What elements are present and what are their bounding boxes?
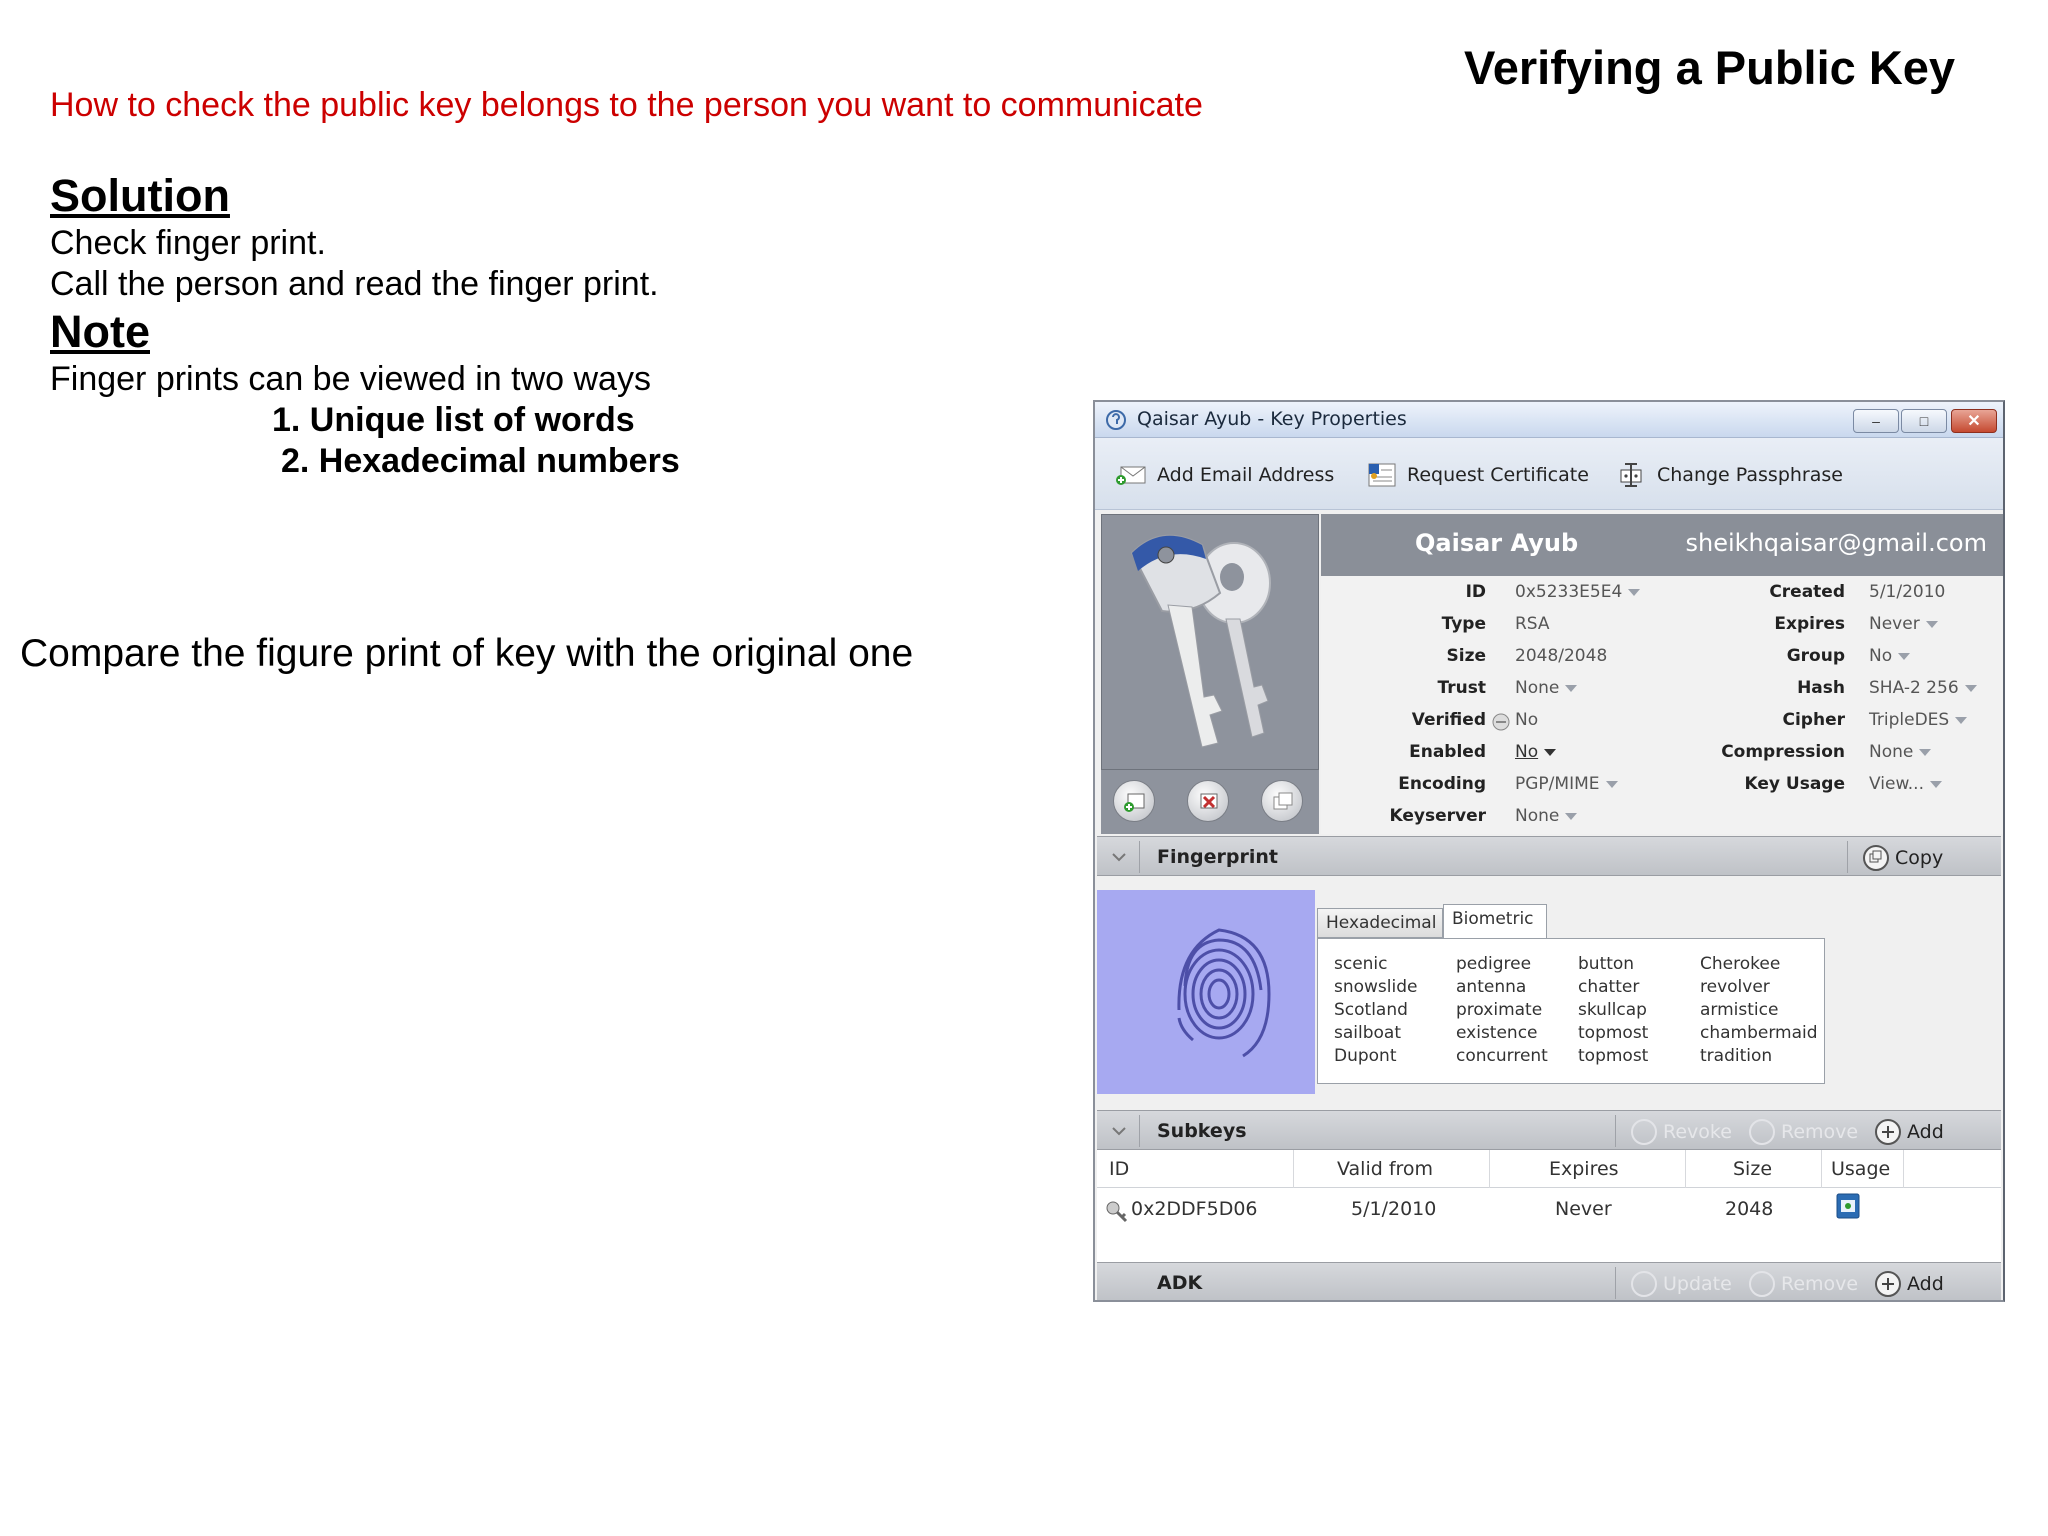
subkeys-title: Subkeys	[1157, 1120, 1247, 1142]
word-column-4: Cherokee revolver armistice chambermaid tradition	[1700, 954, 1818, 1066]
subkeys-table-header	[1097, 1150, 2001, 1188]
add-email-label: Add Email Address	[1157, 464, 1335, 486]
way-2: 2. Hexadecimal numbers	[281, 442, 680, 480]
fingerprint-image	[1097, 890, 1315, 1094]
key-actions-row	[1101, 770, 1319, 834]
size-value: 2048/2048	[1515, 646, 1608, 666]
revoke-label: Revoke	[1663, 1121, 1732, 1143]
dropdown-arrow-icon	[1926, 621, 1938, 628]
solution-line-2: Call the person and read the finger print.	[50, 265, 659, 303]
tab-biometric[interactable]: Biometric	[1443, 904, 1547, 940]
group-label: Group	[1786, 646, 1845, 666]
change-passphrase-label: Change Passphrase	[1657, 464, 1843, 486]
copy-photo-icon	[1272, 791, 1294, 813]
chevron-down-icon[interactable]	[1109, 847, 1129, 867]
slide-title: Verifying a Public Key	[1464, 41, 1956, 94]
fingerprint-icon	[1097, 890, 1315, 1094]
certificate-icon	[1365, 462, 1397, 488]
add-label: Add	[1907, 1121, 1944, 1143]
size-label: Size	[1446, 646, 1486, 666]
type-label: Type	[1441, 614, 1486, 634]
remove-subkey-button[interactable]	[1749, 1119, 1858, 1145]
copy-label: Copy	[1895, 847, 1944, 869]
note-heading: Note	[50, 306, 150, 357]
keys-icon	[1102, 515, 1318, 769]
id-value[interactable]: 0x5233E5E4	[1515, 582, 1640, 602]
key-image	[1101, 514, 1319, 770]
verified-value: No	[1515, 710, 1539, 730]
subkeys-section-header[interactable]	[1097, 1110, 2001, 1150]
verified-label: Verified	[1411, 710, 1486, 730]
revoke-icon	[1631, 1119, 1657, 1145]
group-dropdown[interactable]: No	[1869, 646, 1910, 666]
slide-subtitle: How to check the public key belongs to the person you want to communicate	[50, 86, 1203, 124]
remove-adk-label: Remove	[1781, 1273, 1859, 1295]
hash-label: Hash	[1797, 678, 1845, 698]
owner-name: Qaisar Ayub	[1415, 529, 1579, 557]
dropdown-arrow-icon	[1565, 685, 1577, 692]
verified-icon	[1491, 712, 1511, 737]
remove-adk-button[interactable]	[1749, 1271, 1858, 1297]
pgp-app-icon	[1105, 409, 1127, 431]
passphrase-icon	[1615, 462, 1647, 488]
copy-icon	[1863, 845, 1889, 871]
dropdown-arrow-icon	[1965, 685, 1977, 692]
word-column-1: scenic snowslide Scotland sailboat Dupont	[1334, 954, 1418, 1066]
chevron-down-icon[interactable]	[1109, 1121, 1129, 1141]
column-id[interactable]: ID	[1109, 1158, 1130, 1180]
solution-heading: Solution	[50, 170, 230, 221]
encoding-dropdown[interactable]: PGP/MIME	[1515, 774, 1618, 794]
dropdown-arrow-icon	[1628, 589, 1640, 596]
maximize-button[interactable]	[1901, 409, 1947, 433]
created-label: Created	[1769, 582, 1845, 602]
close-icon: ✕	[1967, 413, 1981, 430]
change-passphrase-button[interactable]	[1615, 460, 1843, 490]
close-button[interactable]	[1951, 409, 1997, 433]
enabled-label: Enabled	[1409, 742, 1486, 762]
window-title: Qaisar Ayub - Key Properties	[1137, 408, 1407, 430]
id-label: ID	[1465, 582, 1486, 602]
trust-label: Trust	[1437, 678, 1486, 698]
revoke-button[interactable]	[1631, 1119, 1732, 1145]
expires-label: Expires	[1774, 614, 1845, 634]
subkeys-table-empty	[1097, 1236, 2001, 1264]
dropdown-arrow-icon	[1919, 749, 1931, 756]
minus-icon	[1749, 1119, 1775, 1145]
minus-icon	[1749, 1271, 1775, 1297]
table-row[interactable]	[1097, 1188, 2001, 1236]
enabled-dropdown[interactable]: No	[1515, 742, 1556, 762]
dropdown-arrow-icon	[1544, 749, 1556, 756]
subkey-id: 0x2DDF5D06	[1131, 1198, 1258, 1220]
request-certificate-button[interactable]	[1365, 460, 1589, 490]
key-properties-window	[1093, 400, 2005, 1302]
word-column-3: button chatter skullcap topmost topmost	[1578, 954, 1649, 1066]
copy-button[interactable]	[1863, 845, 1943, 871]
add-photo-icon	[1124, 791, 1146, 813]
view-photo-button[interactable]	[1261, 780, 1303, 822]
created-value: 5/1/2010	[1869, 582, 1946, 602]
compression-dropdown[interactable]: None	[1869, 742, 1931, 762]
add-photo-button[interactable]	[1113, 780, 1155, 822]
keyserver-dropdown[interactable]: None	[1515, 806, 1577, 826]
add-adk-label: Add	[1907, 1273, 1944, 1295]
keyserver-label: Keyserver	[1389, 806, 1486, 826]
dropdown-arrow-icon	[1930, 781, 1942, 788]
toolbar	[1095, 438, 2003, 510]
way-1: 1. Unique list of words	[272, 401, 635, 439]
dropdown-arrow-icon	[1898, 653, 1910, 660]
key-usage-dropdown[interactable]: View...	[1869, 774, 1942, 794]
minimize-icon: –	[1872, 413, 1880, 429]
encrypt-key-icon	[1835, 1192, 1861, 1225]
column-size[interactable]: Size	[1733, 1158, 1773, 1180]
note-line: Finger prints can be viewed in two ways	[50, 360, 651, 398]
maximize-icon: □	[1919, 413, 1929, 429]
remove-photo-icon	[1198, 791, 1220, 813]
add-email-icon	[1115, 463, 1147, 487]
remove-photo-button[interactable]	[1187, 780, 1229, 822]
plus-icon	[1875, 1271, 1901, 1297]
minimize-button[interactable]	[1853, 409, 1899, 433]
column-usage[interactable]: Usage	[1831, 1158, 1891, 1180]
add-adk-button[interactable]	[1875, 1271, 1944, 1297]
trust-dropdown[interactable]: None	[1515, 678, 1577, 698]
dropdown-arrow-icon	[1955, 717, 1967, 724]
compare-text: Compare the figure print of key with the original one	[20, 632, 914, 675]
owner-email: sheikhqaisar@gmail.com	[1685, 529, 1987, 557]
column-valid-from[interactable]: Valid from	[1337, 1158, 1434, 1180]
dropdown-arrow-icon	[1565, 813, 1577, 820]
adk-section-header[interactable]	[1097, 1262, 2001, 1302]
subkey-size: 2048	[1725, 1198, 1774, 1220]
request-certificate-label: Request Certificate	[1407, 464, 1589, 486]
word-column-2: pedigree antenna proximate existence concurrent	[1456, 954, 1548, 1066]
compression-label: Compression	[1721, 742, 1845, 762]
remove-label: Remove	[1781, 1121, 1859, 1143]
plus-icon	[1875, 1119, 1901, 1145]
biometric-words-box	[1317, 938, 1825, 1084]
key-properties-panel	[1321, 576, 2003, 834]
title-bar	[1095, 402, 2003, 438]
key-usage-label: Key Usage	[1744, 774, 1845, 794]
column-expires[interactable]: Expires	[1549, 1158, 1619, 1180]
cipher-label: Cipher	[1782, 710, 1845, 730]
encoding-label: Encoding	[1398, 774, 1486, 794]
subkey-valid-from: 5/1/2010	[1351, 1198, 1437, 1220]
hash-dropdown[interactable]: SHA-2 256	[1869, 678, 1977, 698]
cipher-dropdown[interactable]: TripleDES	[1869, 710, 1967, 730]
add-email-button[interactable]	[1115, 460, 1334, 490]
update-button[interactable]	[1631, 1271, 1732, 1297]
add-subkey-button[interactable]	[1875, 1119, 1944, 1145]
dropdown-arrow-icon	[1606, 781, 1618, 788]
fingerprint-section-header[interactable]	[1097, 836, 2001, 876]
fingerprint-title: Fingerprint	[1157, 846, 1278, 868]
tab-hexadecimal[interactable]: Hexadecimal	[1317, 908, 1443, 938]
type-value: RSA	[1515, 614, 1550, 634]
subkey-icon	[1105, 1200, 1129, 1229]
adk-title: ADK	[1157, 1272, 1203, 1294]
update-label: Update	[1663, 1273, 1732, 1295]
solution-line-1: Check finger print.	[50, 224, 326, 262]
subkey-expires: Never	[1555, 1198, 1612, 1220]
search-icon	[1631, 1271, 1657, 1297]
owner-bar	[1321, 514, 2003, 576]
expires-dropdown[interactable]: Never	[1869, 614, 1938, 634]
